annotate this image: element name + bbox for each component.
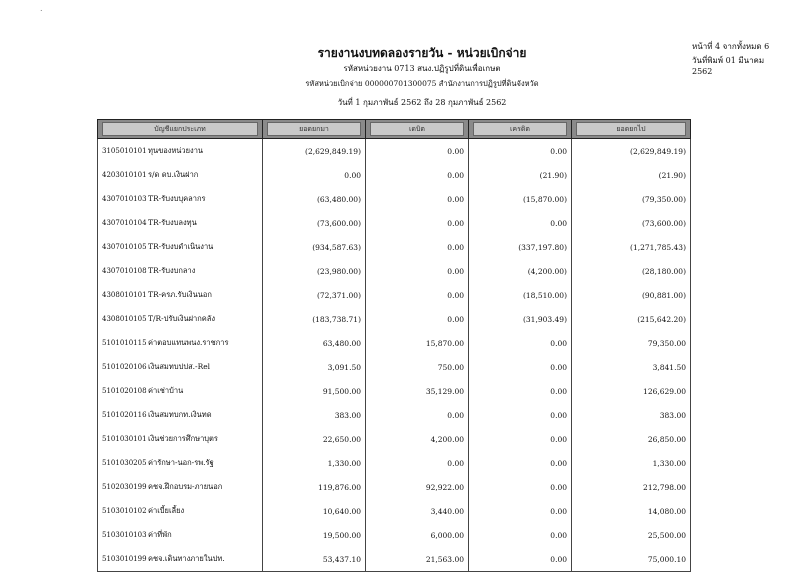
account-cell <box>98 259 263 283</box>
account-name: ค่าเบี้ยเลี้ยง <box>148 506 185 515</box>
table-row <box>98 451 691 475</box>
opening-balance: (63,480.00) <box>263 187 366 211</box>
opening-balance: (23,980.00) <box>263 259 366 283</box>
debit-amount: 750.00 <box>366 355 469 379</box>
account-code: 4307010104 <box>102 219 147 227</box>
debit-amount: 6,000.00 <box>366 523 469 547</box>
credit-amount: (31,903.49) <box>469 307 572 331</box>
closing-balance: 383.00 <box>572 403 691 427</box>
header-opening: ยอดยกมา <box>263 120 366 139</box>
credit-amount: 0.00 <box>469 427 572 451</box>
debit-amount: 0.00 <box>366 283 469 307</box>
opening-balance: 10,640.00 <box>263 499 366 523</box>
opening-balance: (73,600.00) <box>263 211 366 235</box>
closing-balance: 75,000.10 <box>572 547 691 572</box>
credit-amount: (15,870.00) <box>469 187 572 211</box>
account-name: TR-รับงบลงทุน <box>148 218 197 227</box>
closing-balance: (21.90) <box>572 163 691 187</box>
opening-balance: 3,091.50 <box>263 355 366 379</box>
debit-amount: 3,440.00 <box>366 499 469 523</box>
account-code: 5101020108 <box>102 387 147 395</box>
account-code: 4307010108 <box>102 267 147 275</box>
debit-amount: 0.00 <box>366 163 469 187</box>
table-header-row <box>98 120 691 139</box>
account-cell <box>98 211 263 235</box>
closing-balance: (215,642.20) <box>572 307 691 331</box>
opening-balance: (934,587.63) <box>263 235 366 259</box>
table-row <box>98 187 691 211</box>
opening-balance: (72,371.00) <box>263 283 366 307</box>
account-code: 5103010103 <box>102 531 147 539</box>
header-debit: เดบิต <box>366 120 469 139</box>
page-number: หน้าที่ 4 จากทั้งหมด 6 <box>692 42 770 51</box>
credit-amount: (18,510.00) <box>469 283 572 307</box>
opening-balance: 0.00 <box>263 163 366 187</box>
print-date: วันที่พิมพ์ 01 มีนาคม 2562 <box>692 56 765 76</box>
account-code: 5103010102 <box>102 507 147 515</box>
table-row <box>98 307 691 331</box>
account-name: TR-รับงบดำเนินงาน <box>148 242 214 251</box>
table-row <box>98 211 691 235</box>
header-closing: ยอดยกไป <box>572 120 691 139</box>
account-name: TR-รับงบบุคลากร <box>148 194 206 203</box>
account-code: 5101010115 <box>102 339 147 347</box>
closing-balance: 1,330.00 <box>572 451 691 475</box>
debit-amount: 92,922.00 <box>366 475 469 499</box>
account-code: 4308010101 <box>102 291 147 299</box>
account-code: 5102030199 <box>102 483 147 491</box>
table-row <box>98 379 691 403</box>
closing-balance: 14,080.00 <box>572 499 691 523</box>
unit-code: รหัสหน่วยงาน 0713 สนง.ปฏิรูปที่ดินเพื่อเกษต <box>343 64 501 73</box>
debit-amount: 0.00 <box>366 235 469 259</box>
account-cell <box>98 379 263 403</box>
closing-balance: 79,350.00 <box>572 331 691 355</box>
opening-balance: 383.00 <box>263 403 366 427</box>
account-code: 5101030205 <box>102 459 147 467</box>
account-code: 5101030101 <box>102 435 147 443</box>
closing-balance: (90,881.00) <box>572 283 691 307</box>
table-row <box>98 403 691 427</box>
opening-balance: 22,650.00 <box>263 427 366 451</box>
debit-amount: 4,200.00 <box>366 427 469 451</box>
account-code: 4203010101 <box>102 171 147 179</box>
account-cell <box>98 427 263 451</box>
opening-balance: 119,876.00 <box>263 475 366 499</box>
debit-amount: 0.00 <box>366 307 469 331</box>
disburse-code: รหัสหน่วยเบิกจ่าย 000000701300075 สำนักงานการปฏิรูปที่ดินจังหวัด <box>305 79 539 88</box>
opening-balance: 19,500.00 <box>263 523 366 547</box>
debit-amount: 0.00 <box>366 139 469 164</box>
account-name: ค่าที่พัก <box>148 530 172 539</box>
opening-balance: 91,500.00 <box>263 379 366 403</box>
table-row <box>98 331 691 355</box>
account-name: คชจ.เดินทางภายในปท. <box>148 554 225 563</box>
table-body <box>98 139 691 572</box>
credit-amount: 0.00 <box>469 547 572 572</box>
closing-balance: (28,180.00) <box>572 259 691 283</box>
account-cell <box>98 499 263 523</box>
credit-amount: 0.00 <box>469 523 572 547</box>
opening-balance: (183,738.71) <box>263 307 366 331</box>
closing-balance: 212,798.00 <box>572 475 691 499</box>
account-cell <box>98 139 263 164</box>
credit-amount: 0.00 <box>469 451 572 475</box>
closing-balance: 3,841.50 <box>572 355 691 379</box>
account-cell <box>98 523 263 547</box>
credit-amount: 0.00 <box>469 211 572 235</box>
table-row <box>98 355 691 379</box>
debit-amount: 0.00 <box>366 403 469 427</box>
account-name: T/R-ปรับเงินฝากคลัง <box>148 314 216 323</box>
account-cell <box>98 403 263 427</box>
table-row <box>98 475 691 499</box>
account-code: 5103010199 <box>102 555 147 563</box>
credit-amount: 0.00 <box>469 355 572 379</box>
table-row <box>98 283 691 307</box>
closing-balance: (1,271,785.43) <box>572 235 691 259</box>
table-row <box>98 523 691 547</box>
account-cell <box>98 355 263 379</box>
table-row <box>98 547 691 572</box>
debit-amount: 0.00 <box>366 451 469 475</box>
account-code: 5101020116 <box>102 411 147 419</box>
account-name: TR-ครภ.รับเงินนอก <box>148 290 212 299</box>
account-name: เงินสมทบกท.เงินทด <box>148 410 212 419</box>
table-row <box>98 139 691 164</box>
account-code: 4307010105 <box>102 243 147 251</box>
closing-balance: (2,629,849.19) <box>572 139 691 164</box>
credit-amount: 0.00 <box>469 475 572 499</box>
date-range: วันที่ 1 กุมภาพันธ์ 2562 ถึง 28 กุมภาพันธ์ 2562 <box>337 98 507 107</box>
trial-balance-table <box>97 119 691 572</box>
header-credit: เครดิต <box>469 120 572 139</box>
account-code: 4307010103 <box>102 195 147 203</box>
report-title: รายงานงบทดลองรายวัน - หน่วยเบิกจ่าย <box>317 46 527 60</box>
account-cell <box>98 187 263 211</box>
account-cell <box>98 451 263 475</box>
credit-amount: 0.00 <box>469 331 572 355</box>
account-cell <box>98 235 263 259</box>
credit-amount: (4,200.00) <box>469 259 572 283</box>
account-name: เงินช่วยการศึกษาบุตร <box>148 434 218 443</box>
debit-amount: 35,129.00 <box>366 379 469 403</box>
credit-amount: 0.00 <box>469 139 572 164</box>
table-row <box>98 163 691 187</box>
closing-balance: (79,350.00) <box>572 187 691 211</box>
header-account: บัญชีแยกประเภท <box>98 120 263 139</box>
credit-amount: (337,197.80) <box>469 235 572 259</box>
account-name: TR-รับงบกลาง <box>148 266 196 275</box>
account-cell <box>98 163 263 187</box>
closing-balance: 25,500.00 <box>572 523 691 547</box>
credit-amount: 0.00 <box>469 499 572 523</box>
account-name: ค่ารักษา-นอก-รพ.รัฐ <box>148 458 214 467</box>
account-name: คชจ.ฝึกอบรม-ภายนอก <box>148 482 223 491</box>
account-name: ร/ด ดบ.เงินฝาก <box>148 170 199 179</box>
account-code: 3105010101 <box>102 147 147 155</box>
account-code: 5101020106 <box>102 363 147 371</box>
table-row <box>98 259 691 283</box>
opening-balance: (2,629,849.19) <box>263 139 366 164</box>
account-name: ค่าตอบแทนพนง.ราชการ <box>148 338 229 347</box>
credit-amount: (21.90) <box>469 163 572 187</box>
account-cell <box>98 283 263 307</box>
opening-balance: 53,437.10 <box>263 547 366 572</box>
debit-amount: 21,563.00 <box>366 547 469 572</box>
scan-mark: . <box>40 4 43 13</box>
account-name: ค่าเช่าบ้าน <box>148 386 184 395</box>
debit-amount: 0.00 <box>366 187 469 211</box>
table-row <box>98 499 691 523</box>
closing-balance: 26,850.00 <box>572 427 691 451</box>
debit-amount: 0.00 <box>366 259 469 283</box>
account-code: 4308010105 <box>102 315 147 323</box>
account-name: ทุนของหน่วยงาน <box>148 146 204 155</box>
table-row <box>98 235 691 259</box>
account-cell <box>98 331 263 355</box>
credit-amount: 0.00 <box>469 403 572 427</box>
closing-balance: 126,629.00 <box>572 379 691 403</box>
closing-balance: (73,600.00) <box>572 211 691 235</box>
opening-balance: 63,480.00 <box>263 331 366 355</box>
opening-balance: 1,330.00 <box>263 451 366 475</box>
account-cell <box>98 475 263 499</box>
account-cell <box>98 307 263 331</box>
credit-amount: 0.00 <box>469 379 572 403</box>
account-cell <box>98 547 263 572</box>
debit-amount: 15,870.00 <box>366 331 469 355</box>
account-name: เงินสมทบปปส.-Rel <box>148 362 211 371</box>
debit-amount: 0.00 <box>366 211 469 235</box>
table-row <box>98 427 691 451</box>
